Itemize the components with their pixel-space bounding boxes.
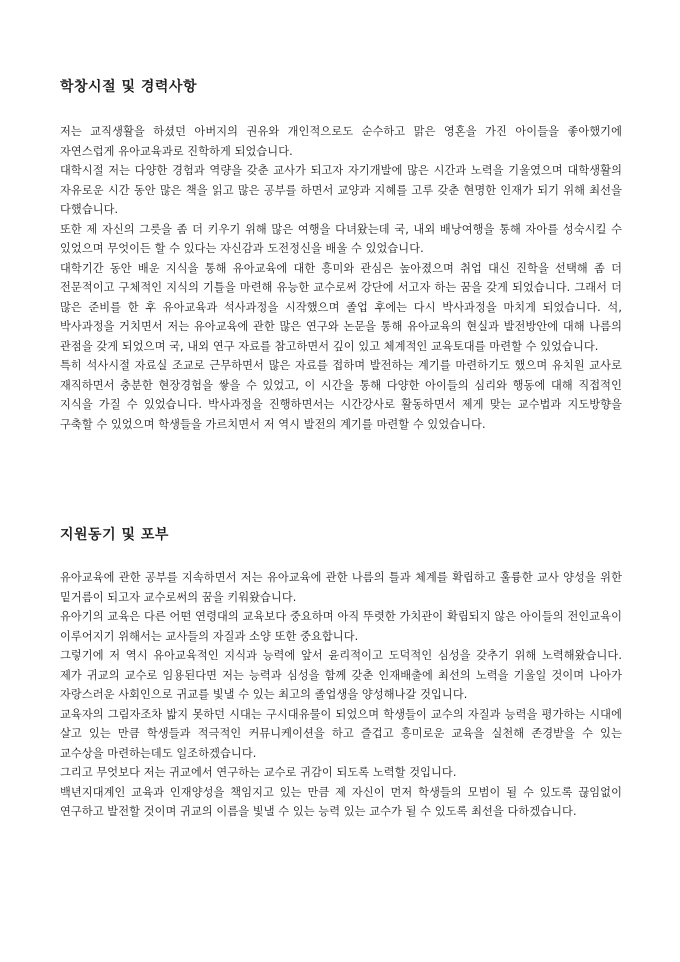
section-body-motivation-aspiration <box>60 568 622 822</box>
paragraph: 저는 교직생활을 하셨던 아버지의 권유와 개인적으로도 순수하고 맑은 영혼을 가진 아이들을 좋아했기에 자연스럽게 유아교육과로 진학하게 되었습니다. <box>60 125 622 158</box>
paragraph: 특히 석사시절 자료실 조교로 근무하면서 많은 자료를 접하며 발전하는 계기를 마련하기도 했으며 유치원 교사로 재직하면서 충분한 현장경험을 쌓을 수 있었고, 이 시간을 통해 다양한 아이들의 심리와 행동에 대해 직접적인 지식을 가질 수 있었습니다. 박사과정을 진행하면서는 시간강사로 활동하면서 제게 맞는 교수법과 지도방향을 구축할 수 있었으며 학생들을 가르치면서 저 역시 발전의 계기를 마련할 수 있었습니다. <box>60 359 622 431</box>
paragraph: 유아교육에 관한 공부를 지속하면서 저는 유아교육에 관한 나름의 틀과 체계를 확립하고 훌륭한 교사 양성을 위한 밑거름이 되고자 교수로써의 꿈을 키워왔습니다. <box>60 571 622 604</box>
paragraph: 그렇기에 저 역시 유아교육적인 지식과 능력에 앞서 윤리적이고 도덕적인 심성을 갖추기 위해 노력해왔습니다. 제가 귀교의 교수로 임용된다면 저는 능력과 심성을 함께 갖춘 인재배출에 최선의 노력을 기울일 것이며 나아가 자랑스러운 사회인으로 귀교를 빛낼 수 있는 최고의 졸업생을 양성해나갈 것입니다. <box>60 649 622 701</box>
section-title-motivation-aspiration: 지원동기 및 포부 <box>60 527 169 543</box>
paragraph: 대학시절 저는 다양한 경험과 역량을 갖춘 교사가 되고자 자기개발에 많은 시간과 노력을 기울였으며 대학생활의 자유로운 시간 동안 많은 책을 읽고 많은 공부를 하면서 교양과 지혜를 고루 갖춘 현명한 인재가 되기 위해 최선을 다했습니다. <box>60 164 622 216</box>
paragraph: 유아기의 교육은 다른 어떤 연령대의 교육보다 중요하며 아직 뚜렷한 가치관이 확립되지 않은 아이들의 전인교육이 이루어지기 위해서는 교사들의 자질과 소양 또한 중요합니다. <box>60 610 622 643</box>
paragraph: 백년지대계인 교육과 인재양성을 책임지고 있는 만큼 제 자신이 먼저 학생들의 모범이 될 수 있도록 끊임없이 연구하고 발전할 것이며 귀교의 이름을 빛낼 수 있는 능력 있는 교수가 될 수 있도록 최선을 다하겠습니다. <box>60 785 622 818</box>
section-body-education-career <box>60 122 622 434</box>
paragraph: 또한 제 자신의 그릇을 좀 더 키우기 위해 많은 여행을 다녀왔는데 국, 내외 배낭여행을 통해 자아를 성숙시킬 수 있었으며 무엇이든 할 수 있다는 자신감과 도전정신을 배울 수 있었습니다. <box>60 222 622 255</box>
paragraph: 대학기간 동안 배운 지식을 통해 유아교육에 대한 흥미와 관심은 높아졌으며 취업 대신 진학을 선택해 좀 더 전문적이고 구체적인 지식의 기틀을 마련해 유능한 교수로써 강단에 서고자 하는 꿈을 갖게 되었습니다. 그래서 더 많은 준비를 한 후 유아교육과 석사과정을 시작했으며 졸업 후에는 다시 박사과정을 마치게 되었습니다. 석, 박사과정을 거치면서 저는 유아교육에 관한 많은 연구와 논문을 통해 유아교육의 현실과 발전방안에 대해 나름의 관점을 갖게 되었으며 국, 내외 연구 자료를 참고하면서 깊이 있고 체계적인 교육토대를 마련할 수 있었습니다. <box>60 261 622 353</box>
paragraph: 그리고 무엇보다 저는 귀교에서 연구하는 교수로 귀감이 되도록 노력할 것입니다. <box>60 766 457 779</box>
paragraph: 교육자의 그림자조차 밟지 못하던 시대는 구시대유물이 되었으며 학생들이 교수의 자질과 능력을 평가하는 시대에 살고 있는 만큼 학생들과 적극적인 커뮤니케이션을 하고 즐겁고 흥미로운 교육을 실천해 존경받을 수 있는 교수상을 마련하는데도 일조하겠습니다. <box>60 707 622 760</box>
section-title-education-career: 학창시절 및 경력사항 <box>60 79 197 95</box>
